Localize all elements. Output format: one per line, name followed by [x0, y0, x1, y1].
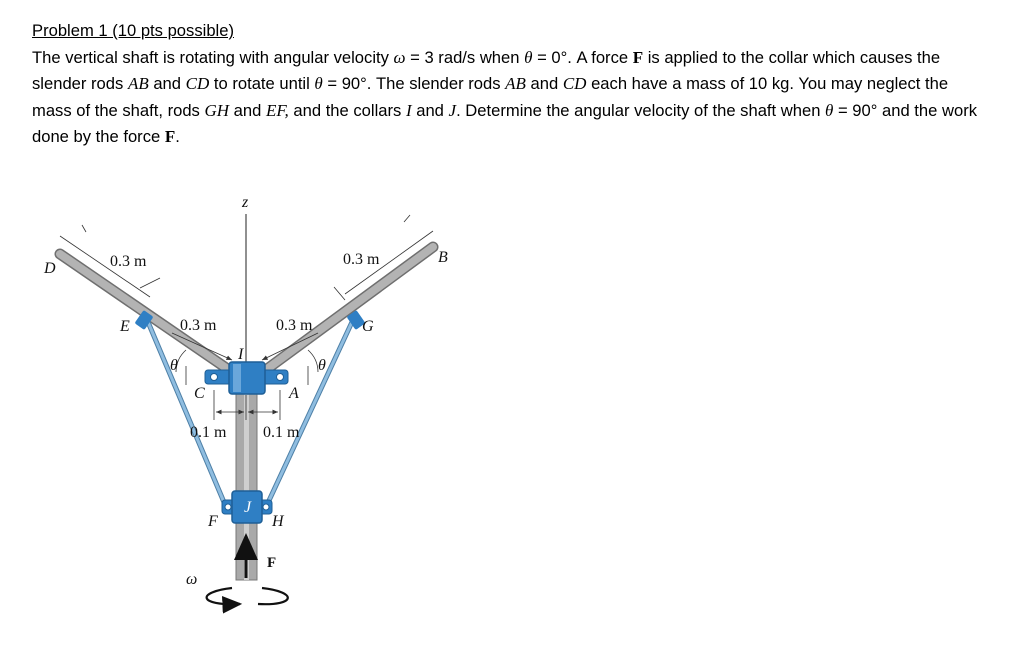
label-E: E [120, 318, 130, 335]
dim-left-outer-tick [140, 278, 160, 288]
label-B: B [438, 249, 448, 266]
label-F-point: F [208, 513, 218, 530]
dim-left-offset-text: 0.1 m [190, 424, 227, 441]
problem-text-segment: = 90°. The slender rods [322, 74, 506, 93]
problem-text-segment: F [632, 47, 644, 67]
label-D: D [44, 260, 56, 277]
problem-text-segment: θ [524, 47, 533, 67]
label-I: I [238, 346, 244, 363]
dim-left-outer-text: 0.3 m [110, 253, 147, 270]
force-label: F [267, 555, 277, 571]
pin-H [263, 504, 269, 510]
dim-right-inner-text: 0.3 m [276, 317, 313, 334]
label-J: J [244, 499, 252, 516]
problem-text-segment: and the collars [288, 100, 406, 120]
theta-right: θ [318, 357, 326, 374]
problem-text-segment: J [448, 100, 457, 120]
dim-left-outer-ext [82, 225, 86, 232]
problem-text-segment: CD [185, 74, 210, 93]
problem-text-segment: θ [314, 74, 323, 93]
dim-right-outer-text: 0.3 m [343, 251, 380, 268]
problem-text-segment: ω [393, 47, 406, 67]
pin-A [277, 374, 284, 381]
problem-text-segment: AB [127, 74, 149, 93]
problem-text-segment: CD [562, 74, 587, 93]
problem-text-segment: I [405, 100, 412, 120]
problem-text-segment: and [148, 74, 186, 93]
label-H: H [272, 513, 284, 530]
angle-arc-right [308, 350, 318, 372]
problem-text-segment: is applied to the collar which causes the slender rods [32, 47, 941, 93]
problem-text-segment: . [175, 127, 180, 146]
omega-label: ω [186, 571, 198, 588]
problem-text-segment: and [411, 100, 449, 120]
dim-right-outer-ext [404, 215, 410, 222]
collar-I-shine [233, 364, 241, 392]
problem-text-segment: AB [505, 74, 526, 93]
problem-text-segment: F [164, 127, 176, 146]
problem-text-segment: EF, [265, 100, 289, 120]
dim-right-outer-tick [334, 287, 345, 300]
label-C: C [194, 385, 205, 402]
problem-text-segment: and [229, 100, 266, 120]
omega-arrow-left [207, 588, 240, 604]
pin-C [211, 374, 218, 381]
problem-text-segment: = 0°. A force [532, 47, 633, 67]
problem-title: Problem 1 (10 pts possible) [32, 21, 234, 40]
problem-text-segment: . Determine the angular velocity of the shaft when [456, 100, 826, 120]
omega-arrow-right [258, 588, 288, 604]
z-axis-label: z [242, 194, 249, 211]
problem-text-segment: GH [204, 100, 230, 120]
dim-left-inner-text: 0.3 m [180, 317, 217, 334]
problem-text-segment: = 90° and the work done by the force [32, 100, 978, 146]
problem-text-segment: each have a mass of 10 kg. You may neglect the mass of the shaft, rods [32, 74, 949, 120]
dim-right-offset-text: 0.1 m [263, 424, 300, 441]
problem-text-segment: = 3 rad/s when [405, 47, 525, 67]
problem-text-segment: The vertical shaft is rotating with angular velocity [32, 47, 394, 67]
link-GH [266, 322, 352, 507]
pin-F [225, 504, 231, 510]
theta-left: θ [170, 357, 178, 374]
problem-text-segment: θ [825, 100, 834, 120]
label-G: G [362, 318, 374, 335]
label-A: A [289, 385, 299, 402]
problem-text-segment: to rotate until [209, 74, 315, 93]
problem-text-segment: and [525, 74, 563, 93]
